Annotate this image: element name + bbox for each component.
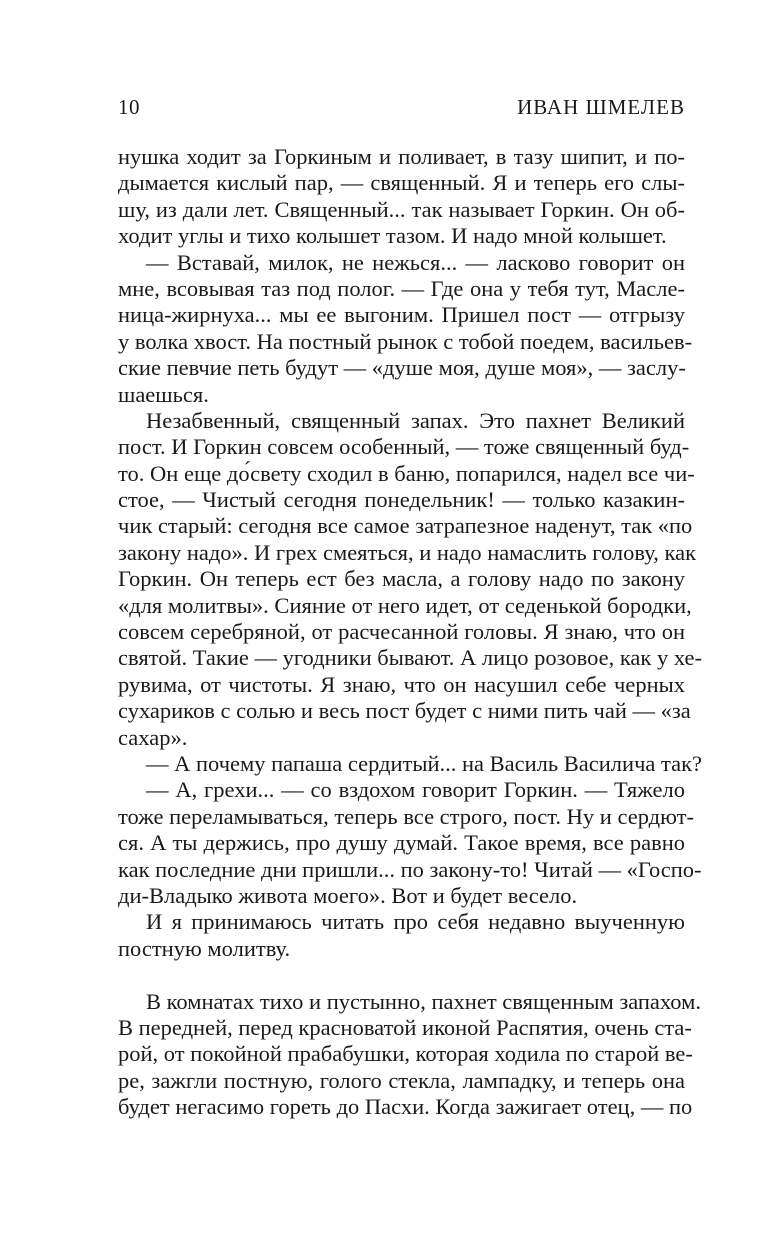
text-line: пост. И Горкин совсем особенный, — тоже священный буд- [118,434,690,460]
text-line: нушка ходит за Горкиным и поливает, в тазу шипит, и по- [118,144,685,169]
paragraph [118,909,685,962]
text-line: рувима, от чистоты. Я знаю, что он насушил себе черных [118,671,685,697]
paragraph [118,750,703,777]
text-line: ре, зажгли постную, голого стекла, лампадку, и теперь она [118,1067,685,1093]
text-line: ница-жирнуха... мы ее выгоним. Пришел пост — отгрызу [118,302,685,328]
text-line: В комнатах тихо и пустынно, пахнет священным запахом. [146,988,701,1014]
paragraph [118,777,702,909]
text-line: ские певчие петь будут — «душе моя, душе моя», — заслу- [118,355,686,381]
paragraph [118,249,693,408]
paragraph [118,988,701,1121]
text-line: ходит углы и тихо колышет тазом. И надо мной колышет. [118,223,667,249]
text-line: то. Он еще до́свету сходил в баню, попарился, надел все чи- [118,460,695,486]
paragraph [118,407,703,751]
text-line: тоже переламываться, теперь все строго, пост. Ну и сердют- [118,803,694,829]
body-text [118,144,703,1120]
text-line: Горкин. Он теперь ест без масла, а голову надо по закону [118,566,685,592]
text-line: совсем серебряной, от расчесанной головы. Я знаю, что он [118,619,685,645]
text-line: сахар». [118,724,188,750]
text-line: ся. А ты держись, про душу думай. Такое время, все равно [118,830,685,856]
text-line: чик старый: сегодня все самое затрапезное наденут, так «по [118,513,693,539]
text-line: ди-Владыко живота моего». Вот и будет весело. [118,882,578,908]
text-line: В передней, перед красноватой иконой Распятия, очень ста- [118,1014,692,1040]
paragraph [118,144,685,250]
text-line: рой, от покойной прабабушки, которая ходила по старой ве- [118,1041,693,1067]
text-line: шаешься. [118,381,209,407]
text-line: как последние дни пришли... по закону-то! Читай — «Госпо- [118,856,702,882]
running-head [118,92,685,122]
page-number: 10 [118,95,140,119]
text-line: будет негасимо гореть до Пасхи. Когда зажигает отец, — по [118,1094,693,1120]
text-line: И я принимаюсь читать про себя недавно выученную [146,909,685,935]
text-line: Незабвенный, священный запах. Это пахнет Великий [146,407,685,433]
text-line: — Вставай, милок, не нежься... — ласково говорит он [146,249,685,275]
text-line: сухариков с солью и весь пост будет с ними пить чай — «за [118,698,691,724]
section-break [118,962,685,988]
text-line: стое, — Чистый сегодня понедельник! — только казакин- [118,487,685,513]
text-line: шу, из дали лет. Священный... так называет Горкин. Он об- [118,196,685,222]
text-line: — А, грехи... — со вздохом говорит Горкин. — Тяжело [146,777,685,803]
text-line: дымается кислый пар, — священный. Я и теперь его слы- [118,170,685,196]
text-line: у волка хвост. На постный рынок с тобой поедем, васильев- [118,328,693,354]
author-name: ИВАН ШМЕЛЕВ [517,95,685,119]
text-line: святой. Такие — угодники бывают. А лицо розовое, как у хе- [118,645,703,671]
text-line: мне, всовывая таз под полог. — Где она у тебя тут, Масле- [118,275,685,301]
text-line: постную молитву. [118,935,291,961]
text-line: — А почему папаша сердитый... на Василь Василича так? [146,750,703,776]
text-line: закону надо». И грех смеяться, и надо намаслить голову, как [118,539,697,565]
text-line: «для молитвы». Сияние от него идет, от седенькой бородки, [118,592,692,618]
